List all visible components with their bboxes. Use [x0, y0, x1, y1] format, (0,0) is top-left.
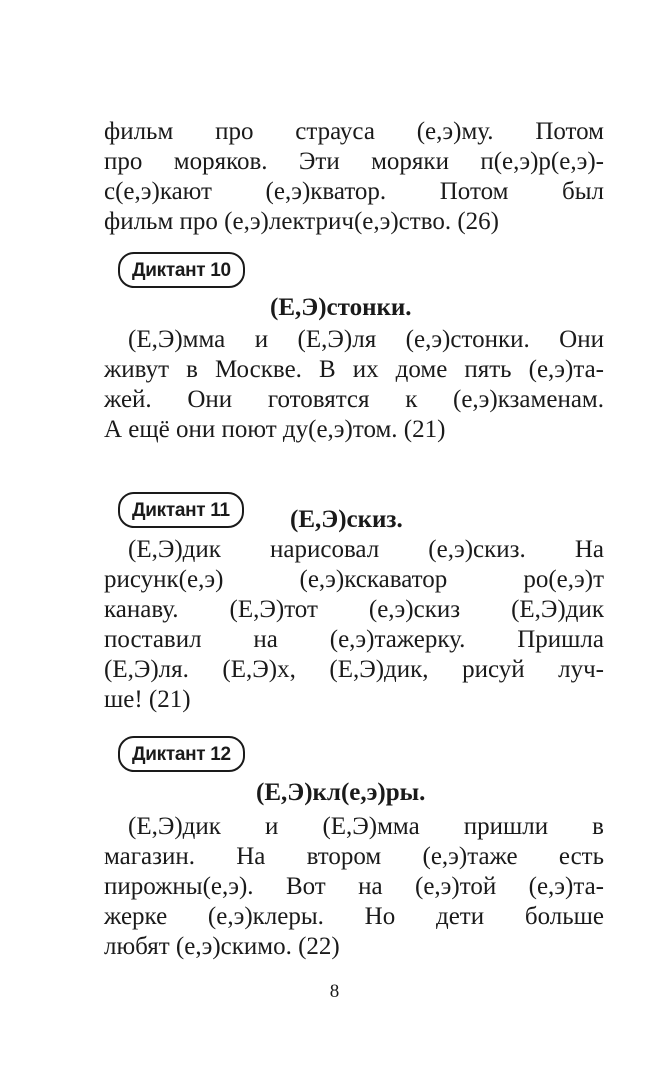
text-line: любят (е,э)скимо. (22): [104, 933, 340, 960]
text-line: рисунк(е,э) (е,э)кскаватор ро(е,э)т: [104, 566, 604, 593]
text-line: с(е,э)кают (е,э)кватор. Потом был: [104, 178, 604, 205]
dictation-badge: Диктант 10: [118, 252, 245, 288]
text-line: жерке (е,э)клеры. Но дети больше: [104, 903, 604, 930]
dictation-badge: Диктант 12: [118, 736, 245, 772]
page-number: 8: [329, 981, 340, 1002]
text-line: ше! (21): [104, 686, 191, 713]
dictation-title: (Е,Э)кл(е,э)ры.: [256, 779, 426, 806]
text-line: поставил на (е,э)тажерку. Пришла: [104, 626, 604, 653]
dictation-paragraph: [104, 535, 604, 715]
text-line: жей. Они готовятся к (е,э)кзаменам.: [104, 386, 604, 413]
dictation-badge: Диктант 11: [118, 492, 244, 528]
text-line: фильм про (е,э)лектрич(е,э)ство. (26): [104, 208, 499, 235]
text-line: (Е,Э)дик нарисовал (е,э)скиз. На: [128, 536, 604, 563]
text-line: фильм про страуса (е,э)му. Потом: [104, 118, 604, 145]
text-line: про моряков. Эти моряки п(е,э)р(е,э)-: [104, 148, 604, 175]
text-line: магазин. На втором (е,э)таже есть: [104, 843, 604, 870]
text-line: канаву. (Е,Э)тот (е,э)скиз (Е,Э)дик: [104, 596, 604, 623]
text-line: (Е,Э)ля. (Е,Э)х, (Е,Э)дик, рисуй луч-: [104, 656, 604, 683]
dictation-paragraph: [104, 325, 604, 445]
text-line: (Е,Э)мма и (Е,Э)ля (е,э)стонки. Они: [128, 326, 604, 353]
text-line: А ещё они поют ду(е,э)том. (21): [104, 416, 446, 443]
intro-paragraph: [104, 117, 604, 237]
text-line: живут в Москве. В их доме пять (е,э)та-: [104, 356, 604, 383]
text-line: (Е,Э)дик и (Е,Э)мма пришли в: [128, 813, 604, 840]
dictation-paragraph: [104, 812, 604, 962]
text-line: пирожны(е,э). Вот на (е,э)той (е,э)та-: [104, 873, 604, 900]
dictation-title: (Е,Э)стонки.: [270, 294, 412, 321]
dictation-title: (Е,Э)скиз.: [290, 506, 403, 533]
